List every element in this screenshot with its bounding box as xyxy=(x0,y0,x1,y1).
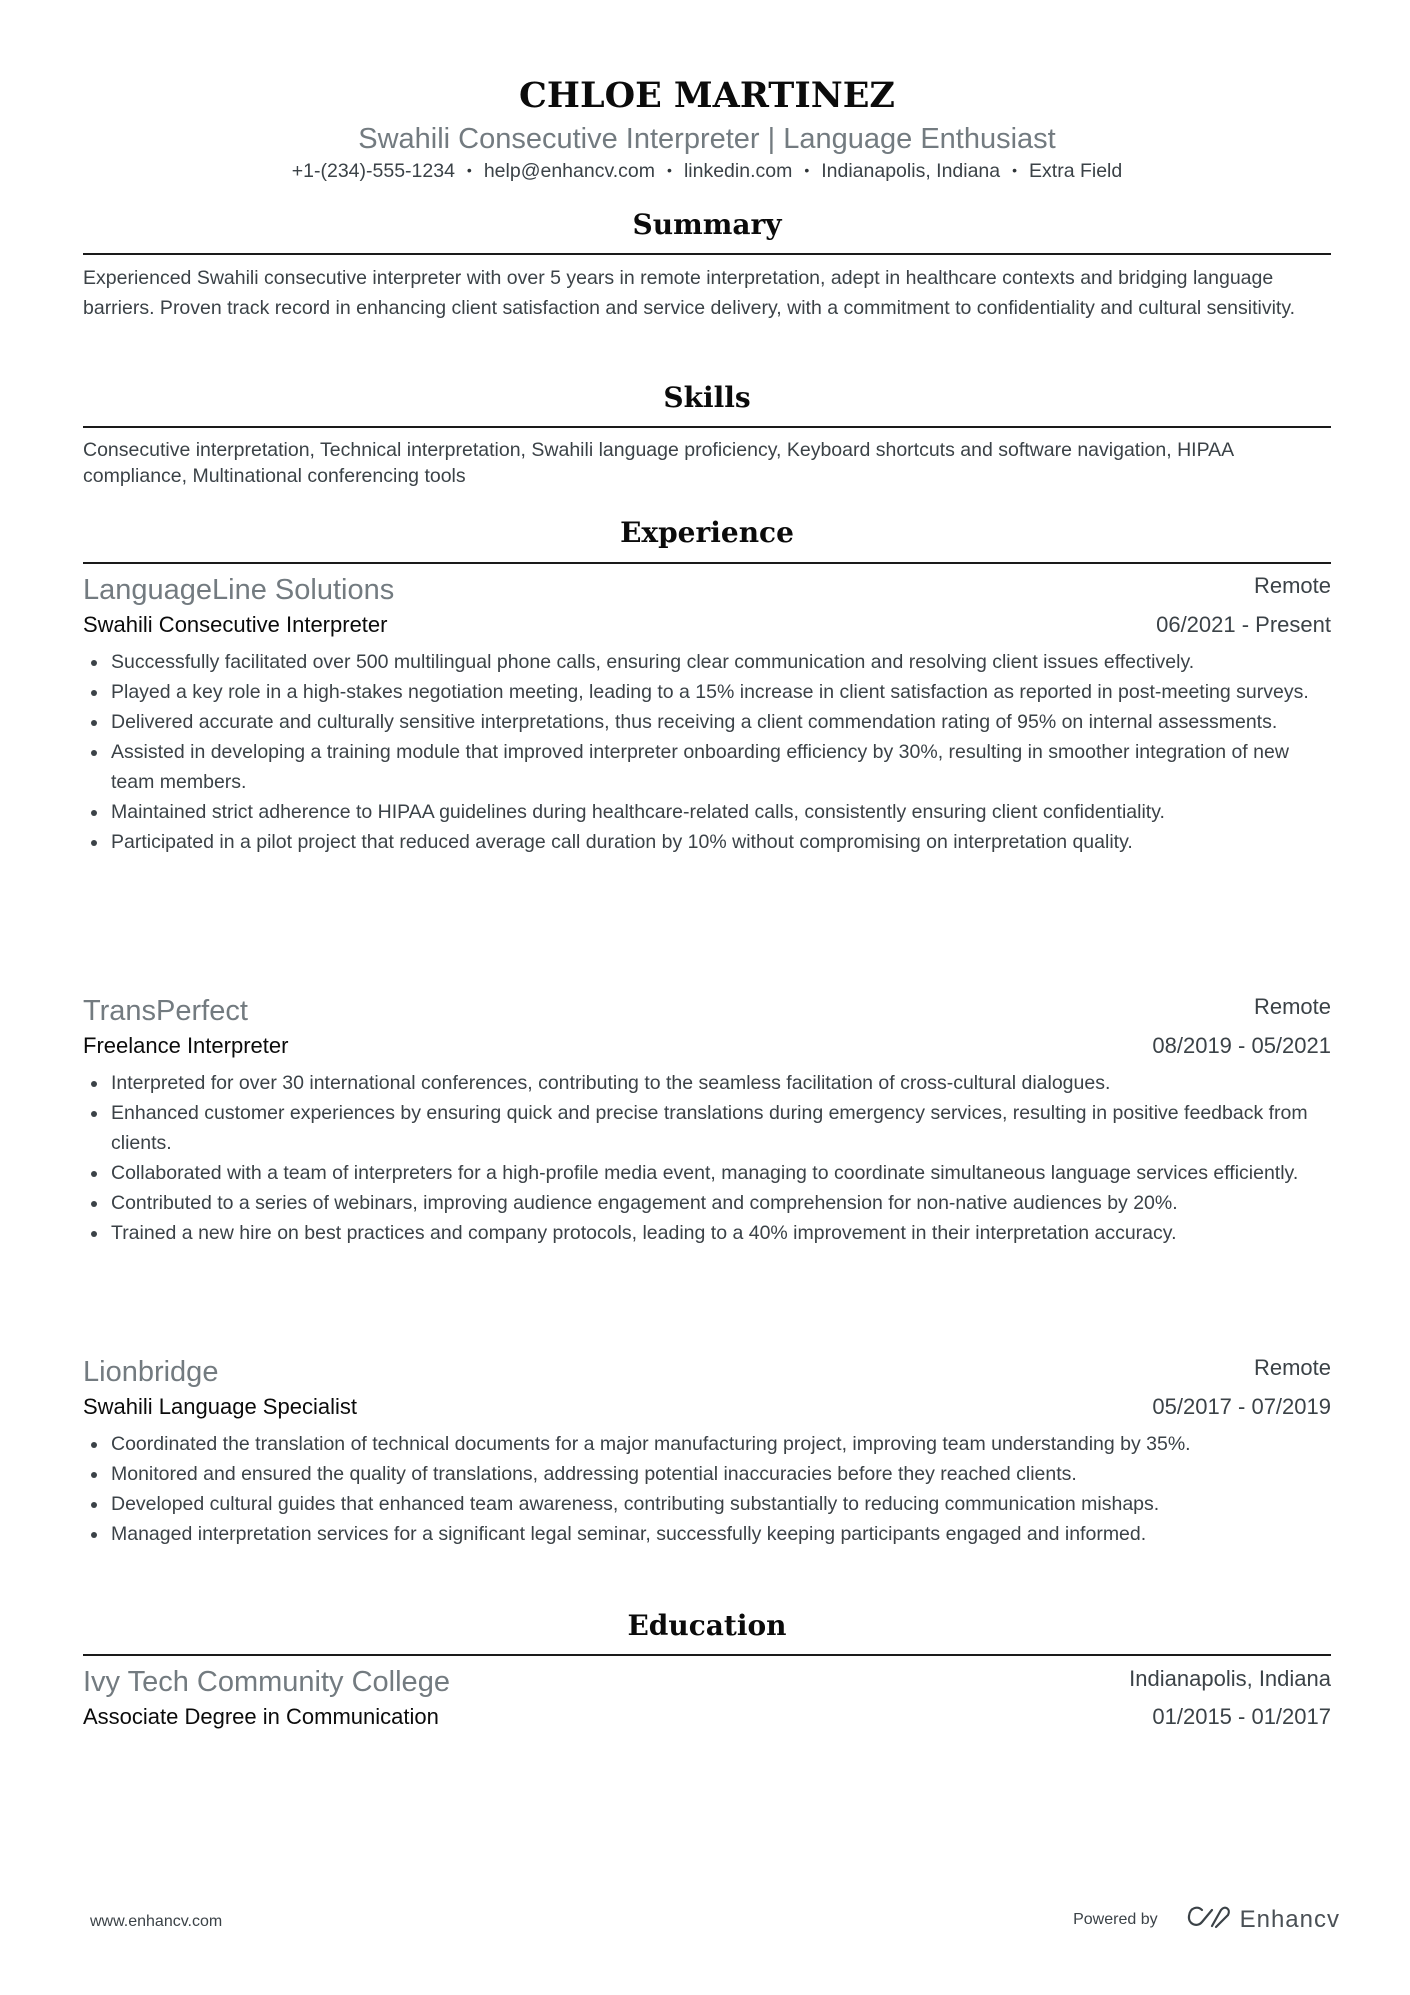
candidate-headline: Swahili Consecutive Interpreter | Language Enthusiast xyxy=(358,123,1056,155)
bullet-item: Maintained strict adherence to HIPAA guidelines during healthcare-related calls, consistently ensuring client confidentiality. xyxy=(83,797,1331,827)
job-bullets xyxy=(83,647,1331,857)
extra-field: Extra Field xyxy=(1029,160,1123,182)
bullet-item: Interpreted for over 30 international conferences, contributing to the seamless facilitation of cross-cultural dialogues. xyxy=(83,1068,1331,1098)
job-bullets xyxy=(83,1429,1331,1549)
separator-dot: • xyxy=(667,162,672,178)
bullet-item: Delivered accurate and culturally sensitive interpretations, thus receiving a client commendation rating of 95% on internal assessments. xyxy=(83,707,1331,737)
job-dates: 06/2021 - Present xyxy=(1156,612,1331,637)
bullet-item: Assisted in developing a training module that improved interpreter onboarding efficiency by 30%, resulting in smoother integration of new team members. xyxy=(83,737,1331,797)
education-dates: 01/2015 - 01/2017 xyxy=(1152,1704,1331,1729)
school-name: Ivy Tech Community College xyxy=(83,1666,450,1698)
footer-website-link[interactable]: www.enhancv.com xyxy=(90,1913,223,1930)
linkedin-link[interactable]: linkedin.com xyxy=(683,160,793,182)
skills-text: Consecutive interpretation, Technical interpretation, Swahili language proficiency, Keyboard shortcuts and software navigation, HIPAA compliance, Multinational conferencing tools xyxy=(83,439,1234,487)
job-dates: 05/2017 - 07/2019 xyxy=(1152,1394,1331,1419)
bullet-item: Contributed to a series of webinars, improving audience engagement and comprehension for non-native audiences by 20%. xyxy=(83,1188,1331,1218)
company-name: Lionbridge xyxy=(83,1356,219,1388)
section-divider xyxy=(83,562,1331,564)
job-location: Remote xyxy=(1253,994,1331,1019)
candidate-name: CHLOE MARTINEZ xyxy=(519,75,895,116)
bullet-item: Played a key role in a high-stakes negotiation meeting, leading to a 15% increase in client satisfaction as reported in post-meeting surveys. xyxy=(83,677,1331,707)
section-title-skills: Skills xyxy=(663,381,751,414)
bullet-item: Managed interpretation services for a significant legal seminar, successfully keeping participants engaged and informed. xyxy=(83,1519,1331,1549)
bullet-item: Collaborated with a team of interpreters for a high-profile media event, managing to coordinate simultaneous language services efficiently. xyxy=(83,1158,1331,1188)
section-title-education: Education xyxy=(627,1609,787,1642)
separator-dot: • xyxy=(466,162,472,178)
job-location: Remote xyxy=(1253,573,1331,598)
job-title: Swahili Consecutive Interpreter xyxy=(83,612,388,637)
enhancv-logo-icon xyxy=(1186,1904,1232,1935)
separator-dot: • xyxy=(804,162,810,178)
section-title-experience: Experience xyxy=(620,516,794,549)
school-location: Indianapolis, Indiana xyxy=(1129,1666,1331,1691)
section-divider xyxy=(83,426,1331,428)
section-divider xyxy=(83,253,1331,255)
bullet-item: Successfully facilitated over 500 multilingual phone calls, ensuring clear communication and resolving client issues effectively. xyxy=(83,647,1331,677)
email-link[interactable]: help@enhancv.com xyxy=(483,160,656,182)
bullet-item: Developed cultural guides that enhanced team awareness, contributing substantially to reducing communication mishaps. xyxy=(83,1489,1331,1519)
summary-text: Experienced Swahili consecutive interpreter with over 5 years in remote interpretation, adept in healthcare contexts and bridging language barriers. Proven track record in enhancing client satisfaction and service delivery, with a commitment to confidentiality and cultural sensitivity. xyxy=(83,267,1296,319)
location: Indianapolis, Indiana xyxy=(821,160,1001,182)
company-name: TransPerfect xyxy=(83,995,248,1027)
separator-dot: • xyxy=(1012,162,1018,178)
bullet-item: Coordinated the translation of technical documents for a major manufacturing project, improving team understanding by 35%. xyxy=(83,1429,1331,1459)
bullet-item: Enhanced customer experiences by ensuring quick and precise translations during emergency services, resulting in positive feedback from clients. xyxy=(83,1098,1331,1158)
job-bullets xyxy=(83,1068,1331,1248)
contact-line xyxy=(83,157,1331,184)
bullet-item: Participated in a pilot project that reduced average call duration by 10% without compromising on interpretation quality. xyxy=(83,827,1331,857)
powered-by-label: Powered by xyxy=(1073,1910,1158,1928)
company-name: LanguageLine Solutions xyxy=(83,574,395,606)
bullet-item: Monitored and ensured the quality of translations, addressing potential inaccuracies before they reached clients. xyxy=(83,1459,1331,1489)
phone: +1-(234)-555-1234 xyxy=(291,160,455,182)
enhancv-brand: Enhancv xyxy=(1239,1905,1340,1933)
job-location: Remote xyxy=(1253,1355,1331,1380)
job-title: Swahili Language Specialist xyxy=(83,1394,357,1419)
job-dates: 08/2019 - 05/2021 xyxy=(1152,1033,1331,1058)
section-title-summary: Summary xyxy=(632,208,782,241)
job-title: Freelance Interpreter xyxy=(83,1033,289,1058)
section-divider xyxy=(83,1654,1331,1656)
bullet-item: Trained a new hire on best practices and company protocols, leading to a 40% improvement in their interpretation accuracy. xyxy=(83,1218,1331,1248)
degree: Associate Degree in Communication xyxy=(83,1704,439,1729)
footer-branding[interactable] xyxy=(1073,1904,1340,1935)
